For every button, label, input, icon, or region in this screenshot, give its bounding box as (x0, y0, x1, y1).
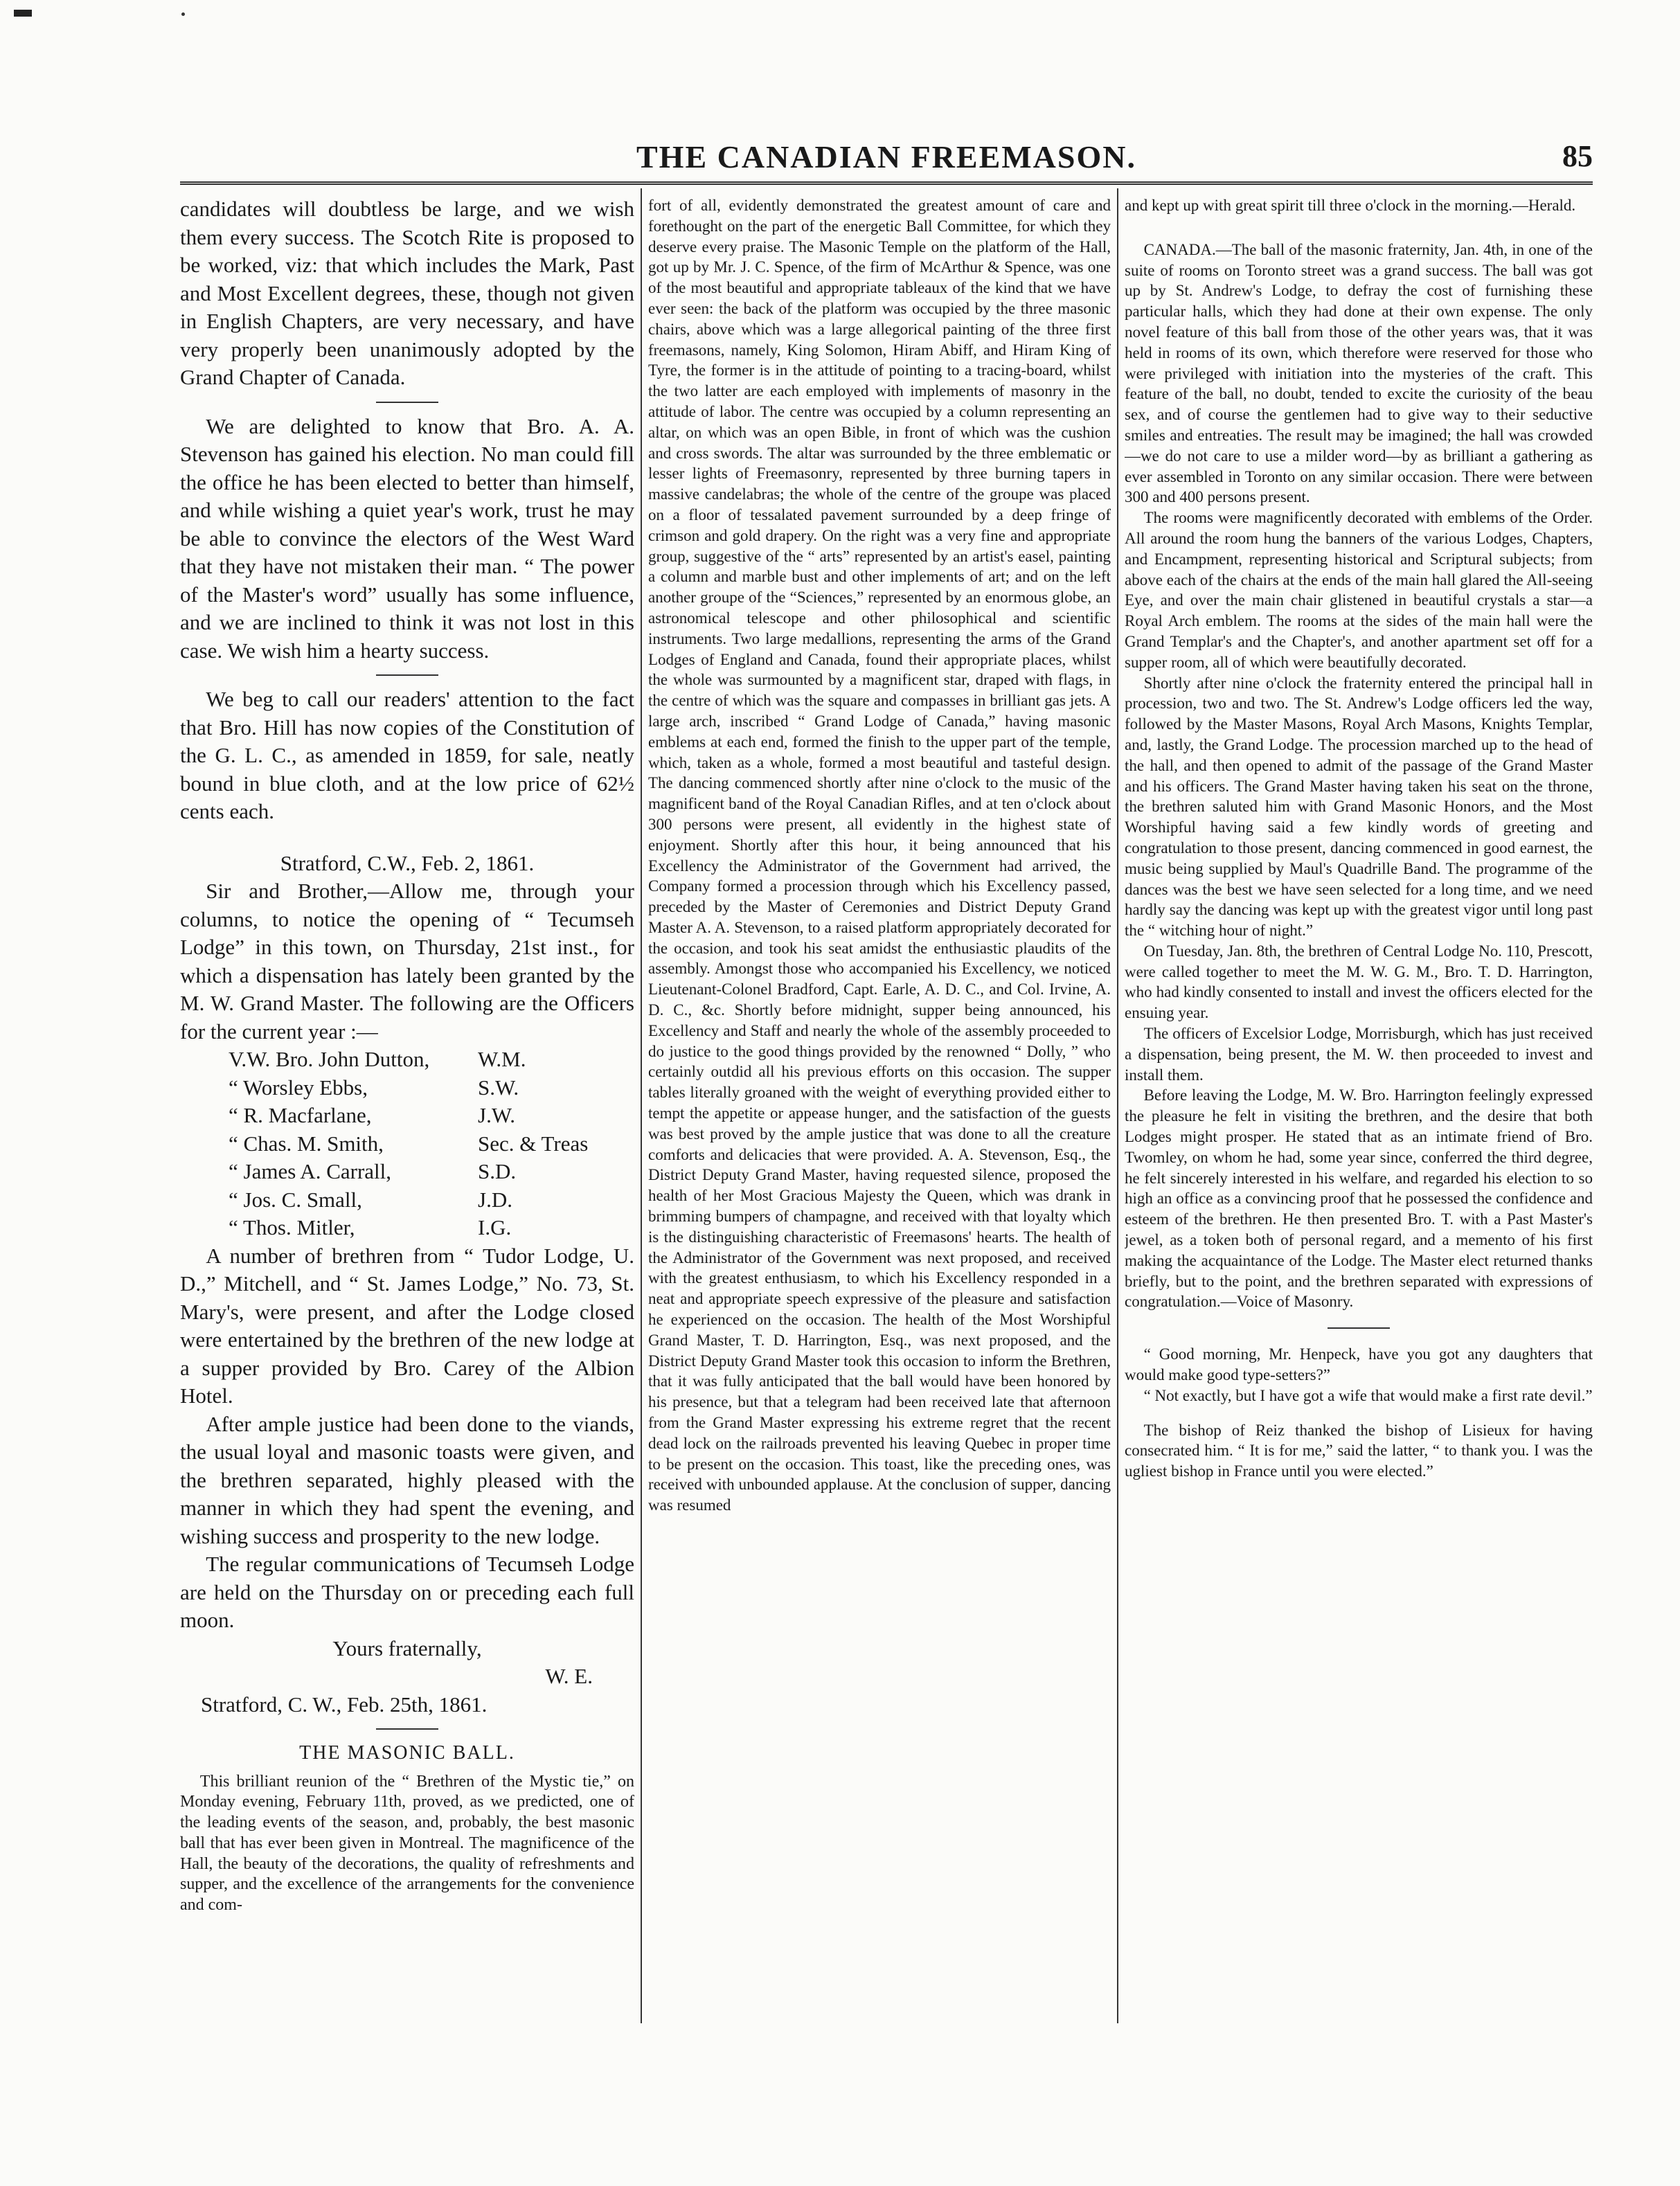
officer-office: S.D. (478, 1159, 517, 1183)
officer-office: J.D. (478, 1187, 512, 1212)
officer-row (180, 1046, 634, 1074)
paragraph: The rooms were magnificently decorated with emblems of the Order. All around the room hung the banners of the various Lodges, Chapters, and Encampment, representing historical and Scriptural subjects; from above each of the chairs at the ends of the main hall glared the All-seeing Eye, and over the main chair glistened in beautiful crystals a star—a Royal Arch emblem. The rooms at the sides of the main hall were the Grand Templar's and the Chapter's, and another apartment set off for a supper room, all of which were beautifully decorated. (1125, 509, 1593, 671)
paragraph: The bishop of Reiz thanked the bishop of Lisieux for having consecrated him. “ It is for me,” said the latter, “ to thank you. I was the ugliest bishop in France until you were elected.” (1125, 1421, 1593, 1480)
paragraph: candidates will doubtless be large, and we wish them every success. The Scotch Rite is proposed to be worked, viz: that which includes the Mark, Past and Most Excellent degrees, these, though not given in English Chapters, are very necessary, and have very properly been unanimously adopted by the Grand Chapter of Canada. (180, 197, 634, 389)
column-divider (1117, 188, 1118, 2023)
section-heading: THE MASONIC BALL. (299, 1742, 515, 1764)
paragraph: “ Good morning, Mr. Henpeck, have you got any daughters that would make good type-setters?” (1125, 1345, 1593, 1384)
column-3 (1125, 195, 1593, 2016)
column-1 (180, 195, 634, 2016)
officer-name: V.W. Bro. John Dutton, (229, 1047, 430, 1071)
officer-name: “ Jos. C. Small, (229, 1187, 362, 1212)
officer-name: “ R. Macfarlane, (229, 1103, 372, 1127)
header-rule (180, 181, 1593, 185)
column-2 (648, 195, 1111, 2016)
paragraph: Before leaving the Lodge, M. W. Bro. Harrington feelingly expressed the pleasure he felt in visiting the brethren, and the desire that both Lodges might prosper. He stated that as an intimate friend of Bro. Twomley, on whom he had, some year since, conferred the third degree, he felt sincerely interested in his welfare, and regarded his election to so high an office as a convincing proof that he possessed the confidence and esteem of the brethren. He then presented Bro. T. with a Past Master's jewel, as a token both of personal regard, and a memento of his first making the acquaintance of the Lodge. The Master elect returned thanks briefly, but to the point, and the brethren separated with expressions of congratulation.—Voice of Masonry. (1125, 1086, 1593, 1311)
officer-row (180, 1074, 634, 1102)
dateline: Stratford, C.W., Feb. 2, 1861. (280, 850, 535, 875)
margin-mark (14, 10, 32, 17)
officer-name: “ Thos. Mitler, (229, 1215, 355, 1239)
officer-name: “ James A. Carrall, (229, 1159, 392, 1183)
officer-row (180, 1102, 634, 1130)
paragraph: The officers of Excelsior Lodge, Morrisburgh, which has just received a dispensation, being present, the M. W. then proceeded to invest and install them. (1125, 1025, 1593, 1084)
paragraph: We are delighted to know that Bro. A. A. Stevenson has gained his election. No man could fill the office he has been elected to better than himself, and while wishing a quiet year's work, trust he may be able to convince the electors of the West Ward that they have not mistaken their man. “ The power of the Master's word” usually has some influence, and we are inclined to think it was not lost in this case. We wish him a hearty success. (180, 413, 634, 663)
officer-name: “ Worsley Ebbs, (229, 1075, 368, 1100)
officer-office: Sec. & Treas (478, 1131, 589, 1156)
paragraph: After ample justice had been done to the viands, the usual loyal and masonic toasts were given, and the brethren separated, highly pleased with the manner in which they had spent the evening, and wishing success and prosperity to the new lodge. (180, 1411, 634, 1548)
paragraph: Shortly after nine o'clock the fraternity entered the principal hall in procession, two and two. The St. Andrew's Lodge officers led the way, followed by the Master Masons, Royal Arch Masons, Knights Templar, and, lastly, the Grand Lodge. The procession marched up to the head of the hall, and then opened to admit of the passage of the Grand Master and his officers. The Grand Master having taken his seat on the throne, the brethren saluted him with Grand Masonic Honors, and the Most Worshipful having said a few kindly words of greeting and congratulation to those present, dancing commenced in good earnest, the music being supplied by Maul's Quadrille Band. The programme of the dances was the best we have seen selected for a long time, and we need hardly say the dancing was kept up with the greatest vigor until long past the “ witching hour of night.” (1125, 674, 1593, 940)
officer-office: I.G. (478, 1215, 512, 1239)
page-number: 85 (1562, 139, 1593, 173)
column-divider (641, 188, 642, 2023)
paragraph: A number of brethren from “ Tudor Lodge, U. D.,” Mitchell, and “ St. James Lodge,” No. 73, St. Mary's, were present, and after the Lodge closed were entertained by the brethren of the new lodge at a supper provided by Bro. Carey of the Albion Hotel. (180, 1243, 634, 1408)
officer-row (180, 1130, 634, 1158)
separator-rule (376, 1728, 438, 1730)
officer-office: S.W. (478, 1075, 519, 1100)
letter-closing: Yours fraternally, (332, 1636, 482, 1660)
officer-office: J.W. (478, 1103, 515, 1127)
paragraph: “ Not exactly, but I have got a wife that would make a first rate devil.” (1143, 1386, 1593, 1404)
paragraph: and kept up with great spirit till three o'clock in the morning.—Herald. (1125, 197, 1576, 214)
page-header (180, 138, 1593, 180)
letter-signature: W. E. (545, 1664, 593, 1688)
separator-rule (1328, 1327, 1390, 1329)
page-title: THE CANADIAN FREEMASON. (636, 139, 1136, 174)
dateline: Stratford, C. W., Feb. 25th, 1861. (201, 1692, 488, 1717)
paragraph: fort of all, evidently demonstrated the greatest amount of care and forethought on the part of the energetic Ball Committee, for which they deserve every praise. The Masonic Temple on the platform of the Hall, got up by Mr. J. C. Spence, of the firm of McArthur & Spence, was one of the most beautiful and appropriate tableaux of the kind that we have ever seen: the back of the platform was occupied by the three masonic chairs, above which was a large allegorical painting of the three first freemasons, namely, King Solomon, Hiram Abiff, and Hiram King of Tyre, the former is in the attitude of pointing to a tracing-board, whilst the two latter are each employed with implements of masonry in the attitude of labor. The centre was occupied by a column representing an altar, on which was an open Bible, in front of which was the cushion and cross swords. The altar was surrounded by the three emblematic or lesser lights of Freemasonry, represented by three burning tapers in massive candelabras; the whole of the centre of the groupe was placed on a floor of tessalated pavement surrounded by a deep fringe of crimson and gold drapery. On the right was a very fine and appropriate group, suggestive of the “ arts” represented by an artist's easel, painting a column and marble bust and other implements of art; and on the left another groupe of the “Sciences,” represented by an enormous globe, an astronomical telescope and other philosophical and scientific instruments. Two large medallions, representing the arms of the Grand Lodges of England and Canada, found their appropriate places, whilst the whole was surmounted by a magnificent star, draped with flags, in the centre of which was the square and compasses in brilliant gas jets. A large arch, inscribed “ Grand Lodge of Canada,” having masonic emblems at each end, formed the finish to the upper part of the temple, which, taken as a whole, formed a most beautiful and tasteful design. The dancing commenced shortly after nine o'clock to the music of the magnificent band of the Royal Canadian Rifles, and at ten o'clock about 300 persons were present, all evidently in the highest state of enjoyment. Shortly after this hour, it being announced that his Excellency the Administrator of the Government had arrived, the Company formed a procession through which his Excellency passed, preceded by the Master of Ceremonies and District Deputy Grand Master A. A. Stevenson, to a raised platform appropriately decorated for the occasion, and took his seat amidst the enthusiastic plaudits of the assembly. Amongst those who accompanied his Excellency, we noticed Lieutenant-Colonel Bradford, Capt. Earle, A. D. C., and Col. Irvine, A. D. C., &c. Shortly before midnight, supper being announced, his Excellency and Staff and nearly the whole of the assembly proceeded to do justice to the good things provided by the renowned “ Dolly, ” who certainly outdid all his previous efforts on this occasion. The supper tables literally groaned with the weight of everything provided either to tempt the appetite or appease hunger, and the satisfaction of the guests was best proved by the ample justice that was done to all the creature comforts and delicacies that were provided. A. A. Stevenson, Esq., the District Deputy Grand Master, having requested silence, proposed the health of her Most Gracious Majesty the Queen, which was drank in brimming bumpers of champagne, and received with that loyalty which is the distinguishing characteristic of Freemasons' hearts. The health of the Administrator of the Government was next proposed, and received with the greatest enthusiasm, to which his Excellency responded in a neat and appropriate speech expressive of the pleasure and satisfaction he experienced on the occasion. The health of the Most Worshipful Grand Master, T. D. Harrington, Esq., was next proposed, and the District Deputy Grand Master took this occasion to inform the Brethren, that it was fully anticipated that the ball would have been honored by his presence, but that a telegram had been received late that afternoon from the Grand Master expressing his extreme regret that the recent dead lock on the railroads prevented his leaving Quebec in proper time to be present on the occasion. This toast, like the preceding ones, was received with unbounded applause. At the conclusion of supper, dancing was resumed (648, 197, 1111, 1514)
officer-name: “ Chas. M. Smith, (229, 1131, 384, 1156)
paragraph: This brilliant reunion of the “ Brethren of the Mystic tie,” on Monday evening, February 11th, proved, as we predicted, one of the leading events of the season, and, probably, the best masonic ball that has ever been given in Montreal. The magnificence of the Hall, the beauty of the decorations, the quality of refreshments and supper, and the excellence of the arrangements for the convenience and com- (180, 1772, 634, 1915)
margin-dot (181, 12, 185, 16)
officer-row (180, 1214, 634, 1242)
separator-rule (376, 674, 438, 676)
separator-rule (376, 402, 438, 403)
paragraph: On Tuesday, Jan. 8th, the brethren of Central Lodge No. 110, Prescott, were called together to meet the M. W. G. M., Bro. T. D. Harrington, who had kindly consented to install and invest the officers elected for the ensuing year. (1125, 942, 1593, 1022)
paragraph: We beg to call our readers' attention to the fact that Bro. Hill has now copies of the Constitution of the G. L. C., as amended in 1859, for sale, neatly bound in blue cloth, and at the low price of 62½ cents each. (180, 687, 634, 823)
officer-row (180, 1158, 634, 1186)
officer-office: W.M. (478, 1047, 526, 1071)
paragraph: The regular communications of Tecumseh Lodge are held on the Thursday on or preceding each full moon. (180, 1552, 634, 1632)
letter-paragraph: Sir and Brother,—Allow me, through your columns, to notice the opening of “ Tecumseh Lodge” in this town, on Thursday, 21st inst., for which a dispensation has lately been granted by the M. W. Grand Master. The following are the Officers for the current year :— (180, 879, 634, 1043)
officer-row (180, 1186, 634, 1215)
paragraph: CANADA.—The ball of the masonic fraternity, Jan. 4th, in one of the suite of rooms on Toronto street was a grand success. The ball was got up by St. Andrew's Lodge, to defray the cost of furnishing these particular halls, which they had done at their own expense. The only novel feature of this ball from those of the other years was, that it was held in rooms of its own, which therefore were reserved for those who were privileged with initiation into the mysteries of the craft. This feature of the ball, no doubt, tended to excite the curiosity of the beau sex, and of course the gentlemen had to give way to their seductive smiles and entreaties. The result may be imagined; the hall was crowded—we do not care to use a milder word—by as brilliant a gathering as ever assembled in Toronto on any similar occasion. There were between 300 and 400 persons present. (1125, 240, 1593, 506)
